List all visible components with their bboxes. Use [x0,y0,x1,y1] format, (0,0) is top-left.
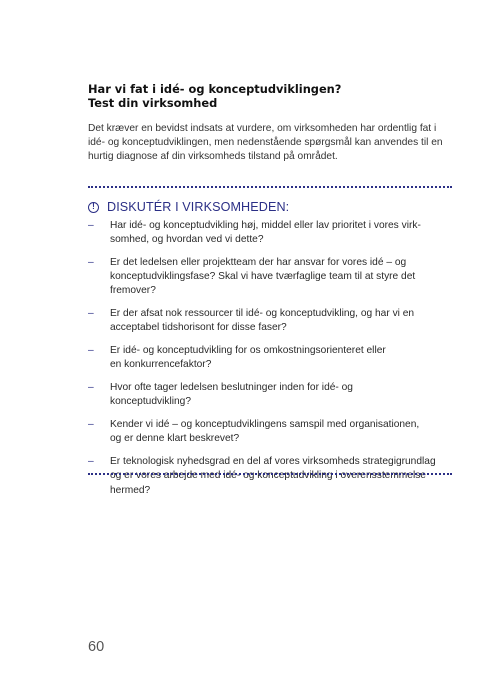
question-line: Er teknologisk nyhedsgrad en del af vores virksomheds strategigrundlag [110,456,436,468]
dash-bullet: – [88,345,94,357]
discuss-heading [88,199,289,215]
question-line: en konkurrencefaktor? [110,359,212,371]
dash-bullet: – [88,456,94,468]
question-item [88,418,458,446]
dash-bullet: – [88,419,94,431]
question-line: Har idé- og konceptudvikling høj, middel eller lav prioritet i vores virk- [110,220,421,231]
question-line: acceptabel tidshorisont for disse faser? [110,322,287,334]
intro-line: idé- og konceptudviklingen, men nedenstående spørgsmål kan anvendes til en [88,137,443,148]
question-line: Er der afsat nok ressourcer til idé- og konceptudvikling, og har vi en [110,308,415,320]
question-line: Er idé- og konceptudvikling for os omkostningsorienteret eller [110,345,386,357]
bottom-dotted-divider [88,473,452,475]
question-line: Kender vi idé – og konceptudviklingens samspil med organisationen, [110,419,420,431]
question-line: og er denne klart beskrevet? [110,433,240,445]
question-line: og er vores arbejde med idé- og konceptudvikling i overensstemmelse [110,470,426,482]
intro-line: hurtig diagnose af din virksomheds tilstand på området. [88,151,338,162]
alert-circle-icon: ! [88,202,99,213]
question-line: fremover? [110,285,156,297]
question-item [88,344,458,372]
question-line: konceptudvikling? [110,396,191,408]
question-line: somhed, og hvordan ved vi dette? [110,234,264,246]
intro-line: Det kræver en bevidst indsats at vurdere, om virksomheden har ordentlig fat i [88,123,437,134]
page-subtitle-line: Test din virksomhed [88,96,218,110]
dash-bullet: – [88,220,94,231]
intro-paragraph [88,122,460,164]
dash-bullet: – [88,308,94,320]
question-item [88,256,458,299]
discuss-heading-label: DISKUTÉR I VIRKSOMHEDEN: [107,200,290,214]
page-number: 60 [88,639,105,655]
question-item [88,455,458,498]
dash-bullet: – [88,382,94,394]
top-dotted-divider [88,186,452,188]
question-item [88,381,458,409]
page-title-line: Har vi fat i idé- og konceptudviklingen? [88,82,342,96]
question-item [88,219,458,247]
question-line: Er det ledelsen eller projektteam der har ansvar for vores idé – og [110,257,407,268]
question-item [88,307,458,335]
question-line: hermed? [110,484,151,496]
question-list [88,219,458,506]
question-line: konceptudviklingsfase? Skal vi have tværfaglige team til at styre det [110,271,416,283]
dash-bullet: – [88,257,94,268]
page-title [88,82,468,110]
question-line: Hvor ofte tager ledelsen beslutninger inden for idé- og [110,382,353,394]
